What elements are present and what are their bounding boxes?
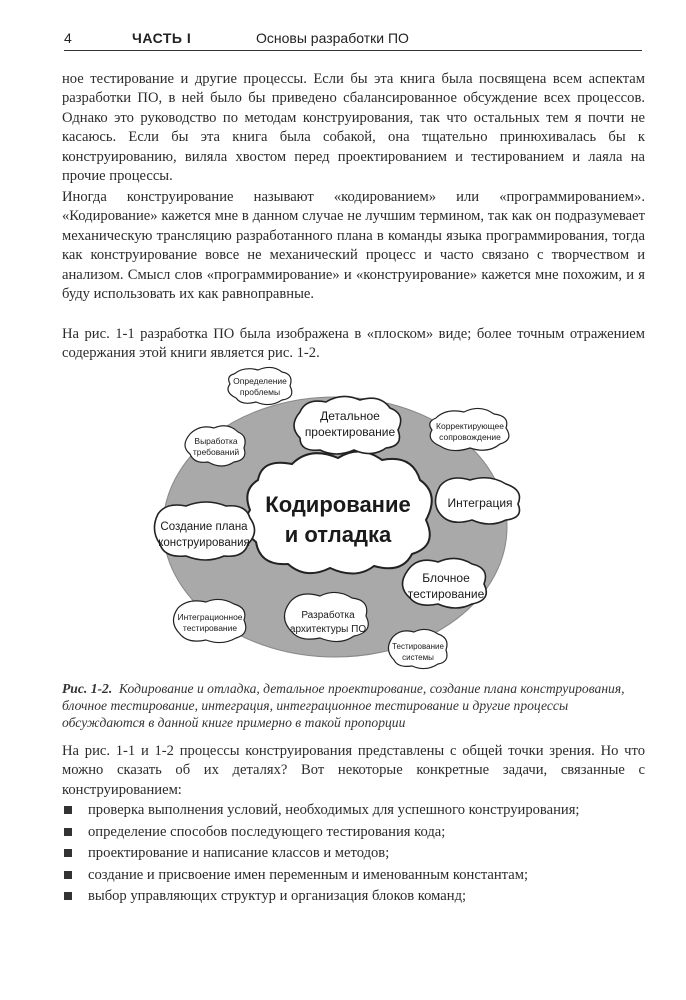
figure-caption (62, 680, 647, 731)
center-label-1: Кодирование (265, 492, 411, 517)
requirements-label-1: Выработка (194, 436, 238, 446)
figure-1-2 (150, 362, 540, 674)
construction-plan-label-1: Создание плана (160, 521, 248, 533)
list-item (62, 822, 647, 844)
paragraph-2: Иногда конструирование называют «кодированием» или «программированием». «Кодирование» кажется мне в данном случае не лучшим термином, так как он подразумевает механическую трансляцию разработанного плана в команды языка программирования, тогда как конструирование вовсе не механический процесс и часто связано с творчеством и анализом. Смысл слов «программирование» и «конструирование» кажется мне похожим, и я буду использовать их как равноправные. (62, 189, 645, 303)
bullet-square (64, 849, 72, 857)
figure-diagram (150, 362, 540, 674)
problem-definition-label-1: Определение (233, 376, 287, 386)
detailed-design-label-2: проектирование (304, 425, 396, 439)
list-item-text: проверка выполнения условий, необходимых для успешного конструирования; (88, 802, 580, 818)
part-label: ЧАСТЬ I (132, 30, 192, 46)
maintenance-label-1: Корректирующее (436, 421, 504, 431)
list-item-text: выбор управляющих структур и организация блоков команд; (88, 888, 467, 905)
center-label-2: и отладка (284, 522, 392, 547)
bullet-square (64, 828, 72, 836)
list-item-text: создание и присвоение имен переменным и именованным константам; (88, 866, 528, 883)
paragraph-3: На рис. 1-1 разработка ПО была изображена в «плоском» виде; более точным отражением содержания этой книги является рис. 1-2. (62, 326, 645, 362)
list-item-text: определение способов последующего тестирования кода; (88, 823, 446, 840)
architecture-label-2: архитектуры ПО (289, 624, 367, 635)
paragraph-1: ное тестирование и другие процессы. Если бы эта книга была посвящена всем аспектам разработки ПО, в ней было бы приведено сбалансированное обсуждение всех процессов. Однако это руководство по методам конструирования, так что остальных тем я почти не касаюсь. Если бы эта книга была собакой, она тщательно принюхивалась бы к конструированию, виляла хвостом перед проектированием и тестированием и лаяла на прочие процессы. (62, 71, 645, 185)
integration-label: Интеграция (447, 496, 513, 510)
system-testing-label-2: системы (402, 653, 434, 662)
problem-definition-label-2: проблемы (239, 387, 281, 397)
requirements-label-2: требований (192, 447, 240, 457)
list-item (62, 843, 647, 865)
bullet-square (64, 871, 72, 879)
bullet-square (64, 892, 72, 900)
list-item (62, 886, 647, 908)
integration-testing-label-2: тестирование (182, 623, 238, 633)
caption-label: Рис. 1-2. (62, 681, 113, 696)
list-item (62, 865, 647, 887)
list-item (62, 800, 647, 822)
construction-plan-label-2: конструирования (158, 537, 250, 549)
system-testing-label-1: Тестирование (392, 642, 444, 651)
architecture-label-1: Разработка (301, 610, 355, 621)
unit-testing-label-2: тестирование (407, 587, 485, 601)
task-list (62, 800, 647, 908)
unit-testing-label-1: Блочное (422, 571, 470, 585)
paragraph-4: На рис. 1-1 и 1-2 процессы конструирования представлены с общей точки зрения. Но что можно сказать об их деталях? Вот некоторые конкретные задачи, связанные с конструированием: (62, 743, 645, 798)
list-item-text: проектирование и написание классов и методов; (88, 845, 390, 862)
bullet-square (64, 806, 72, 814)
cloud-problem-definition (228, 367, 292, 404)
maintenance-label-2: сопровождение (439, 432, 501, 442)
header-rule (64, 50, 642, 51)
detailed-design-label-1: Детальное (320, 409, 380, 423)
page-number: 4 (64, 30, 72, 46)
part-title: Основы разработки ПО (256, 30, 409, 46)
caption-text: Кодирование и отладка, детальное проектирование, создание плана конструирования, блочное тестирование, интеграция, интеграционное тестирование и другие процессы обсуждаются в данной книге примерно в такой пропорции (62, 681, 625, 730)
integration-testing-label-1: Интеграционное (177, 612, 243, 622)
